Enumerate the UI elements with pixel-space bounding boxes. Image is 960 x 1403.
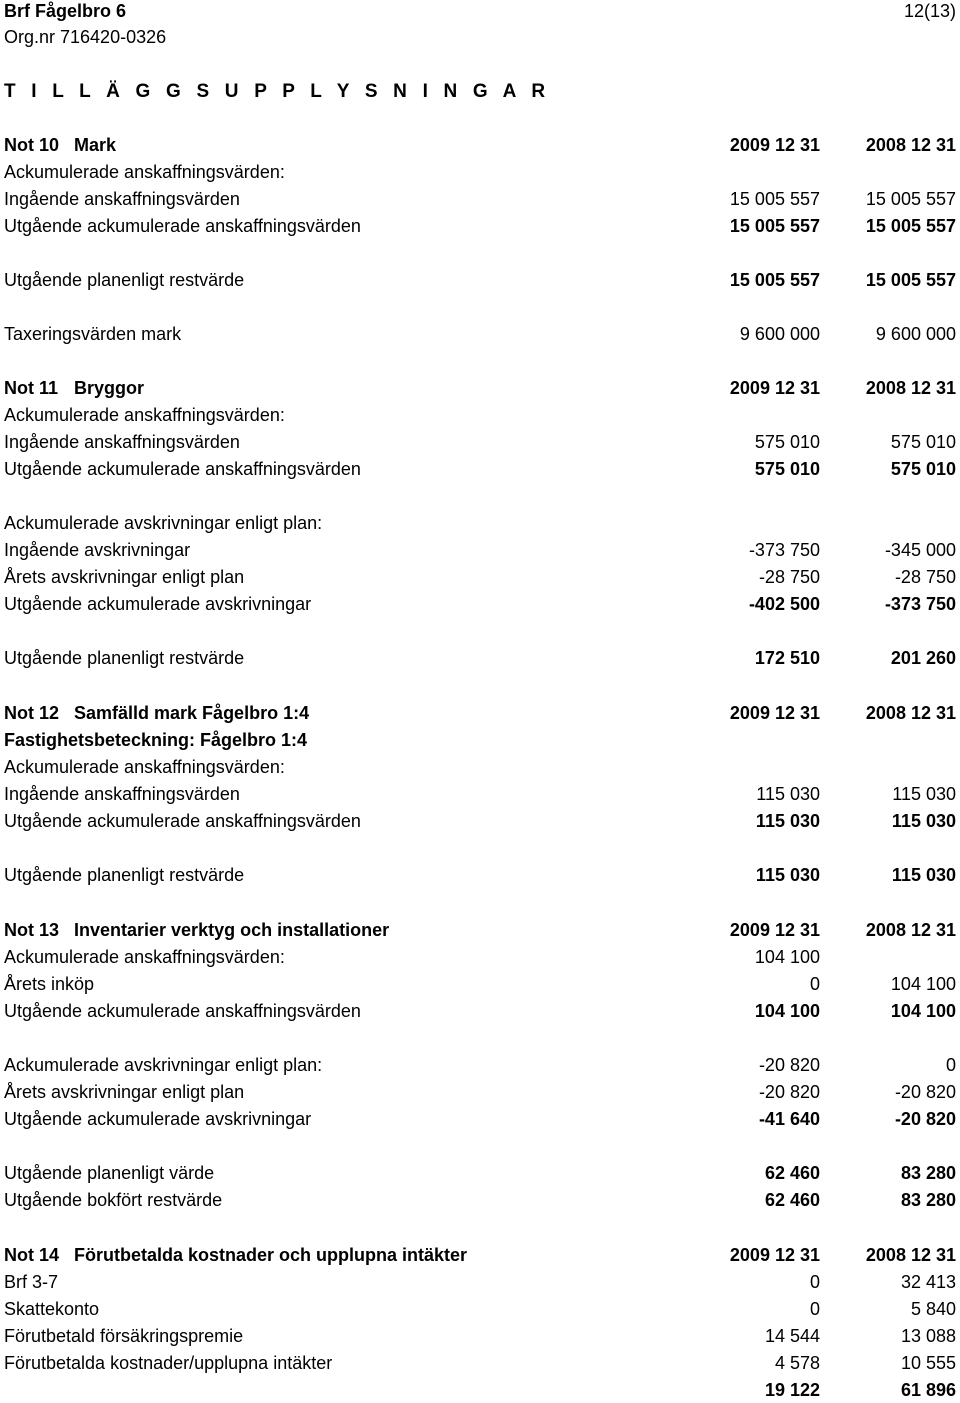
table-row <box>4 591 956 617</box>
note-heading <box>4 1242 467 1268</box>
value-2009: -28 750 <box>758 567 820 587</box>
table-row <box>4 781 956 807</box>
value-2008: 13 088 <box>900 1326 956 1346</box>
value-2008: 15 005 557 <box>865 270 956 290</box>
note-heading <box>4 700 309 726</box>
value-2008: 201 260 <box>890 648 956 668</box>
row-label <box>4 537 190 563</box>
row-label-text: Fastighetsbeteckning: Fågelbro 1:4 <box>4 730 308 750</box>
value-2008: 2008 12 31 <box>865 1245 956 1265</box>
row-label <box>4 456 361 482</box>
note-number: Not 10 <box>4 135 60 155</box>
table-row <box>4 564 956 590</box>
row-label-text: Utgående ackumulerade anskaffningsvärden <box>4 811 361 831</box>
row-label-text: Förutbetald försäkringspremie <box>4 1326 244 1346</box>
row-label-text: Ackumulerade anskaffningsvärden: <box>4 947 285 967</box>
table-row <box>4 375 956 401</box>
row-label-text: Utgående planenligt restvärde <box>4 648 245 668</box>
value-2009: 0 <box>809 974 820 994</box>
note-number: Not 14 <box>4 1245 60 1265</box>
value-2009: 9 600 000 <box>739 324 820 344</box>
table-row <box>4 1106 956 1132</box>
table-row <box>4 321 956 347</box>
value-2009: 104 100 <box>754 947 820 967</box>
row-label-text: Bryggor <box>74 378 145 398</box>
table-row <box>4 917 956 943</box>
note-number: Not 12 <box>4 703 60 723</box>
row-label-text: Ingående avskrivningar <box>4 540 191 560</box>
value-2008: 15 005 557 <box>865 216 956 236</box>
table-row <box>4 1187 956 1213</box>
value-2009: 15 005 557 <box>729 216 820 236</box>
value-2009: 2009 12 31 <box>729 135 820 155</box>
value-2008: 83 280 <box>900 1163 956 1183</box>
value-2008: 115 030 <box>891 811 956 831</box>
org-number: Org.nr 716420-0326 <box>4 27 167 47</box>
note-number: Not 13 <box>4 920 60 940</box>
table-row <box>4 862 956 888</box>
row-label-text: Årets avskrivningar enligt plan <box>4 567 245 587</box>
note-heading <box>4 132 116 158</box>
row-label <box>4 213 361 239</box>
value-2009: -20 820 <box>758 1082 820 1102</box>
row-label <box>4 781 240 807</box>
value-2008: 2008 12 31 <box>865 703 956 723</box>
value-2009: -402 500 <box>748 594 820 614</box>
row-label-text: Förutbetalda kostnader/upplupna intäkter <box>4 1353 333 1373</box>
row-label-text: Utgående ackumulerade avskrivningar <box>4 594 312 614</box>
row-label <box>4 1052 322 1078</box>
value-2009: 115 030 <box>755 865 820 885</box>
table-row <box>4 537 956 563</box>
row-label <box>4 727 307 753</box>
row-label <box>4 645 244 671</box>
value-2008: 2008 12 31 <box>865 135 956 155</box>
value-2009: 2009 12 31 <box>729 703 820 723</box>
row-label <box>4 159 285 185</box>
table-row <box>4 1160 956 1186</box>
value-2008: 2008 12 31 <box>865 920 956 940</box>
row-label-text: Ackumulerade anskaffningsvärden: <box>4 162 285 182</box>
value-2009: 15 005 557 <box>729 189 820 209</box>
row-label <box>4 510 322 536</box>
table-row <box>4 1377 956 1403</box>
value-2009: 2009 12 31 <box>729 378 820 398</box>
value-2009: -373 750 <box>748 540 820 560</box>
table-row <box>4 456 956 482</box>
value-2009: -20 820 <box>758 1055 820 1075</box>
row-label-text: Utgående planenligt värde <box>4 1163 215 1183</box>
value-2009: 115 030 <box>755 811 820 831</box>
row-label <box>4 1350 332 1376</box>
table-row <box>4 645 956 671</box>
row-label <box>4 754 285 780</box>
row-label <box>4 267 244 293</box>
value-2008: 2008 12 31 <box>865 378 956 398</box>
value-2009: 2009 12 31 <box>729 1245 820 1265</box>
value-2008: 61 896 <box>900 1380 956 1400</box>
row-label <box>4 429 240 455</box>
row-label-text: Inventarier verktyg och installationer <box>74 920 390 940</box>
value-2008: 575 010 <box>890 459 956 479</box>
value-2008: -28 750 <box>894 567 956 587</box>
row-label-text: Taxeringsvärden mark <box>4 324 182 344</box>
note-heading <box>4 917 389 943</box>
section-title: T I L L Ä G G S U P P L Y S N I N G A R <box>4 81 551 102</box>
row-label <box>4 1269 58 1295</box>
table-row <box>4 267 956 293</box>
value-2009: 0 <box>809 1299 820 1319</box>
row-label-text: Utgående planenligt restvärde <box>4 865 245 885</box>
row-label-text: Utgående ackumulerade anskaffningsvärden <box>4 216 361 236</box>
value-2009: 115 030 <box>756 784 820 804</box>
table-row <box>4 944 956 970</box>
value-2009: 575 010 <box>754 432 820 452</box>
row-label-text: Utgående planenligt restvärde <box>4 270 245 290</box>
value-2009: 172 510 <box>754 648 820 668</box>
value-2009: 104 100 <box>754 1001 820 1021</box>
row-label-text: Utgående bokfört restvärde <box>4 1190 223 1210</box>
value-2009: 62 460 <box>764 1190 820 1210</box>
row-label-text: Utgående ackumulerade avskrivningar <box>4 1109 312 1129</box>
row-label <box>4 944 285 970</box>
row-label <box>4 564 244 590</box>
value-2008: -373 750 <box>884 594 956 614</box>
row-label-text: Årets inköp <box>4 974 95 994</box>
company-name: Brf Fågelbro 6 <box>4 1 127 21</box>
table-row <box>4 998 956 1024</box>
table-row <box>4 402 956 428</box>
value-2008: 104 100 <box>890 974 956 994</box>
table-row <box>4 1350 956 1376</box>
row-label-text: Ackumulerade anskaffningsvärden: <box>4 405 285 425</box>
value-2008: -345 000 <box>884 540 956 560</box>
row-label-text: Skattekonto <box>4 1299 100 1319</box>
row-label <box>4 808 361 834</box>
table-row <box>4 429 956 455</box>
table-row <box>4 700 956 726</box>
value-2008: -20 820 <box>894 1082 956 1102</box>
row-label-text: Utgående ackumulerade anskaffningsvärden <box>4 1001 361 1021</box>
row-label-text: Samfälld mark Fågelbro 1:4 <box>74 703 310 723</box>
row-label-text: Ackumulerade avskrivningar enligt plan: <box>4 513 323 533</box>
value-2009: 2009 12 31 <box>729 920 820 940</box>
table-row <box>4 213 956 239</box>
table-row <box>4 159 956 185</box>
table-row <box>4 727 956 753</box>
row-label <box>4 1187 222 1213</box>
row-label <box>4 1323 243 1349</box>
table-row <box>4 754 956 780</box>
table-row <box>4 1296 956 1322</box>
table-row <box>4 186 956 212</box>
row-label-text: Brf 3-7 <box>4 1272 59 1292</box>
value-2008: 15 005 557 <box>865 189 956 209</box>
page-number: 12(13) <box>903 1 956 21</box>
row-label-text: Ackumulerade anskaffningsvärden: <box>4 757 285 777</box>
value-2009: 0 <box>809 1272 820 1292</box>
value-2008: 32 413 <box>900 1272 956 1292</box>
value-2009: 15 005 557 <box>729 270 820 290</box>
value-2008: 9 600 000 <box>875 324 956 344</box>
row-label <box>4 862 244 888</box>
row-label <box>4 591 311 617</box>
value-2008: 10 555 <box>900 1353 956 1373</box>
value-2009: 575 010 <box>754 459 820 479</box>
table-row <box>4 808 956 834</box>
row-label-text: Utgående ackumulerade anskaffningsvärden <box>4 459 361 479</box>
value-2008: 0 <box>945 1055 956 1075</box>
value-2009: 19 122 <box>764 1380 820 1400</box>
value-2008: -20 820 <box>894 1109 956 1129</box>
row-label <box>4 186 240 212</box>
row-label <box>4 402 285 428</box>
table-row <box>4 510 956 536</box>
row-label <box>4 1296 99 1322</box>
table-row <box>4 1242 956 1268</box>
table-row <box>4 1052 956 1078</box>
table-row <box>4 1269 956 1295</box>
value-2008: 115 030 <box>892 784 956 804</box>
value-2009: 4 578 <box>774 1353 820 1373</box>
note-heading <box>4 375 144 401</box>
row-label-text: Mark <box>74 135 117 155</box>
note-number: Not 11 <box>4 378 59 398</box>
row-label <box>4 1160 214 1186</box>
row-label-text: Årets avskrivningar enligt plan <box>4 1082 245 1102</box>
table-row <box>4 132 956 158</box>
table-row <box>4 1323 956 1349</box>
row-label-text: Ingående anskaffningsvärden <box>4 432 240 452</box>
row-label-text: Ackumulerade avskrivningar enligt plan: <box>4 1055 323 1075</box>
row-label <box>4 1106 311 1132</box>
table-row <box>4 971 956 997</box>
value-2009: 14 544 <box>764 1326 820 1346</box>
row-label-text: Ingående anskaffningsvärden <box>4 784 240 804</box>
row-label <box>4 1079 244 1105</box>
value-2008: 5 840 <box>910 1299 956 1319</box>
row-label <box>4 998 361 1024</box>
value-2008: 575 010 <box>890 432 956 452</box>
row-label-text: Ingående anskaffningsvärden <box>4 189 240 209</box>
value-2009: 62 460 <box>764 1163 820 1183</box>
row-label-text: Förutbetalda kostnader och upplupna intäkter <box>74 1245 468 1265</box>
table-row <box>4 1079 956 1105</box>
row-label <box>4 321 181 347</box>
value-2008: 104 100 <box>890 1001 956 1021</box>
row-label <box>4 971 94 997</box>
value-2009: -41 640 <box>758 1109 820 1129</box>
value-2008: 83 280 <box>900 1190 956 1210</box>
value-2008: 115 030 <box>891 865 956 885</box>
